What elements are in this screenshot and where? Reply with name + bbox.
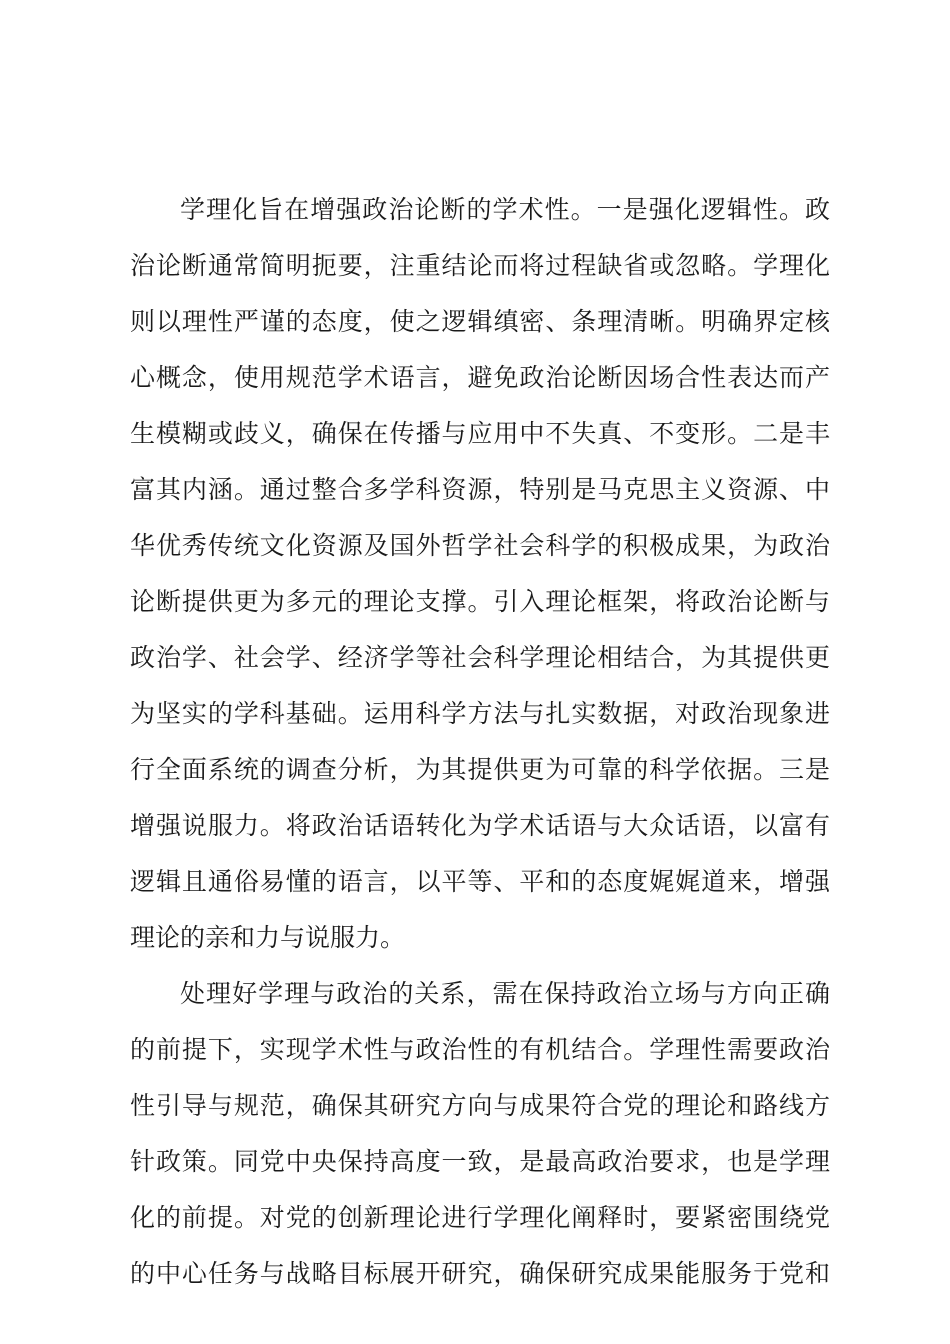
text-line: 增强说服力。将政治话语转化为学术话语与大众话语，以富有 bbox=[130, 811, 830, 840]
text-line: 生模糊或歧义，确保在传播与应用中不失真、不变形。二是丰 bbox=[130, 419, 830, 448]
text-line: 处理好学理与政治的关系，需在保持政治立场与方向正确 bbox=[180, 979, 830, 1008]
text-line: 针政策。同党中央保持高度一致，是最高政治要求，也是学理 bbox=[130, 1147, 830, 1176]
text-line: 富其内涵。通过整合多学科资源，特别是马克思主义资源、中 bbox=[130, 475, 830, 504]
text-line: 理论的亲和力与说服力。 bbox=[130, 923, 406, 952]
text-line: 则以理性严谨的态度，使之逻辑缜密、条理清晰。明确界定核 bbox=[130, 307, 830, 336]
text-line: 逻辑且通俗易懂的语言，以平等、平和的态度娓娓道来，增强 bbox=[130, 867, 830, 896]
text-line: 治论断通常简明扼要，注重结论而将过程缺省或忽略。学理化 bbox=[130, 251, 830, 280]
text-line: 的前提下，实现学术性与政治性的有机结合。学理性需要政治 bbox=[130, 1035, 830, 1064]
paragraph-2 bbox=[130, 966, 830, 1302]
text-line: 论断提供更为多元的理论支撑。引入理论框架，将政治论断与 bbox=[130, 587, 830, 616]
text-line: 心概念，使用规范学术语言，避免政治论断因场合性表达而产 bbox=[130, 363, 830, 392]
text-line: 化的前提。对党的创新理论进行学理化阐释时，要紧密围绕党 bbox=[130, 1203, 830, 1232]
text-line: 华优秀传统文化资源及国外哲学社会科学的积极成果，为政治 bbox=[130, 531, 830, 560]
text-line: 政治学、社会学、经济学等社会科学理论相结合，为其提供更 bbox=[130, 643, 830, 672]
text-line: 行全面系统的调查分析，为其提供更为可靠的科学依据。三是 bbox=[130, 755, 830, 784]
text-line: 为坚实的学科基础。运用科学方法与扎实数据，对政治现象进 bbox=[130, 699, 830, 728]
paragraph-1 bbox=[130, 182, 830, 966]
text-line: 学理化旨在增强政治论断的学术性。一是强化逻辑性。政 bbox=[180, 195, 830, 224]
body-text bbox=[130, 182, 830, 1302]
text-line: 性引导与规范，确保其研究方向与成果符合党的理论和路线方 bbox=[130, 1091, 830, 1120]
text-line: 的中心任务与战略目标展开研究，确保研究成果能服务于党和 bbox=[130, 1259, 830, 1288]
